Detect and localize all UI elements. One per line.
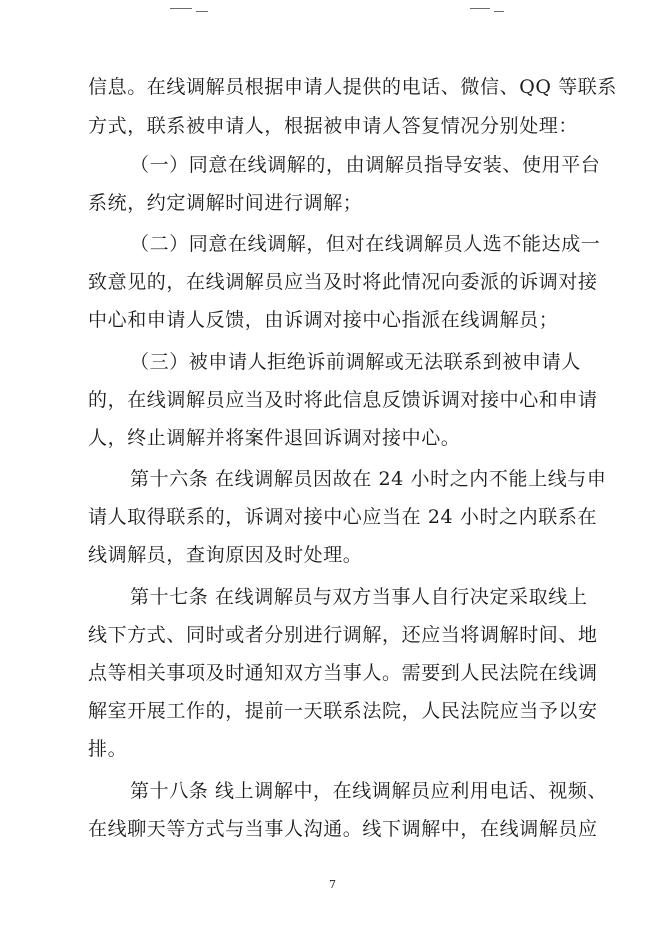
- text-line: 解室开展工作的，提前一天联系法院，人民法院应当予以安: [88, 700, 598, 722]
- text-line: （一）同意在线调解的，由调解员指导安装、使用平台: [130, 154, 601, 176]
- text-line: 第十八条 线上调解中，在线调解员应利用电话、视频、: [130, 780, 608, 802]
- text-line: 点等相关事项及时通知双方当事人。需要到人民法院在线调: [88, 662, 598, 684]
- text-line: 系统，约定调解时间进行调解；: [88, 192, 363, 214]
- text-line: 致意见的，在线调解员应当及时将此情况向委派的诉调对接: [88, 271, 598, 293]
- text-line: 中心和申请人反馈，由诉调对接中心指派在线调解员；: [88, 309, 559, 331]
- text-line: （二）同意在线调解，但对在线调解员人选不能达成一: [130, 233, 601, 255]
- text-line: 排。: [88, 738, 128, 760]
- text-line: （三）被申请人拒绝诉前调解或无法联系到被申请人: [130, 351, 581, 373]
- text-line: 线调解员，查询原因及时处理。: [88, 544, 363, 566]
- text-line: 第十七条 在线调解员与双方当事人自行决定采取线上: [130, 586, 588, 608]
- page-number: 7: [329, 878, 336, 891]
- text-line: 方式，联系被申请人，根据被申请人答复情况分别处理：: [88, 115, 579, 137]
- text-line: 的，在线调解员应当及时将此信息反馈诉调对接中心和申请: [88, 389, 598, 411]
- text-line: 第十六条 在线调解员因故在 24 小时之内不能上线与申: [130, 468, 607, 490]
- text-line: 在线聊天等方式与当事人沟通。线下调解中，在线调解员应: [88, 818, 598, 840]
- text-line: 线下方式、同时或者分别进行调解，还应当将调解时间、地: [88, 624, 598, 646]
- text-line: 人，终止调解并将案件退回诉调对接中心。: [88, 427, 461, 449]
- text-line: 请人取得联系的，诉调对接中心应当在 24 小时之内联系在: [88, 506, 598, 528]
- text-line: 信息。在线调解员根据申请人提供的电话、微信、QQ 等联系: [88, 76, 617, 98]
